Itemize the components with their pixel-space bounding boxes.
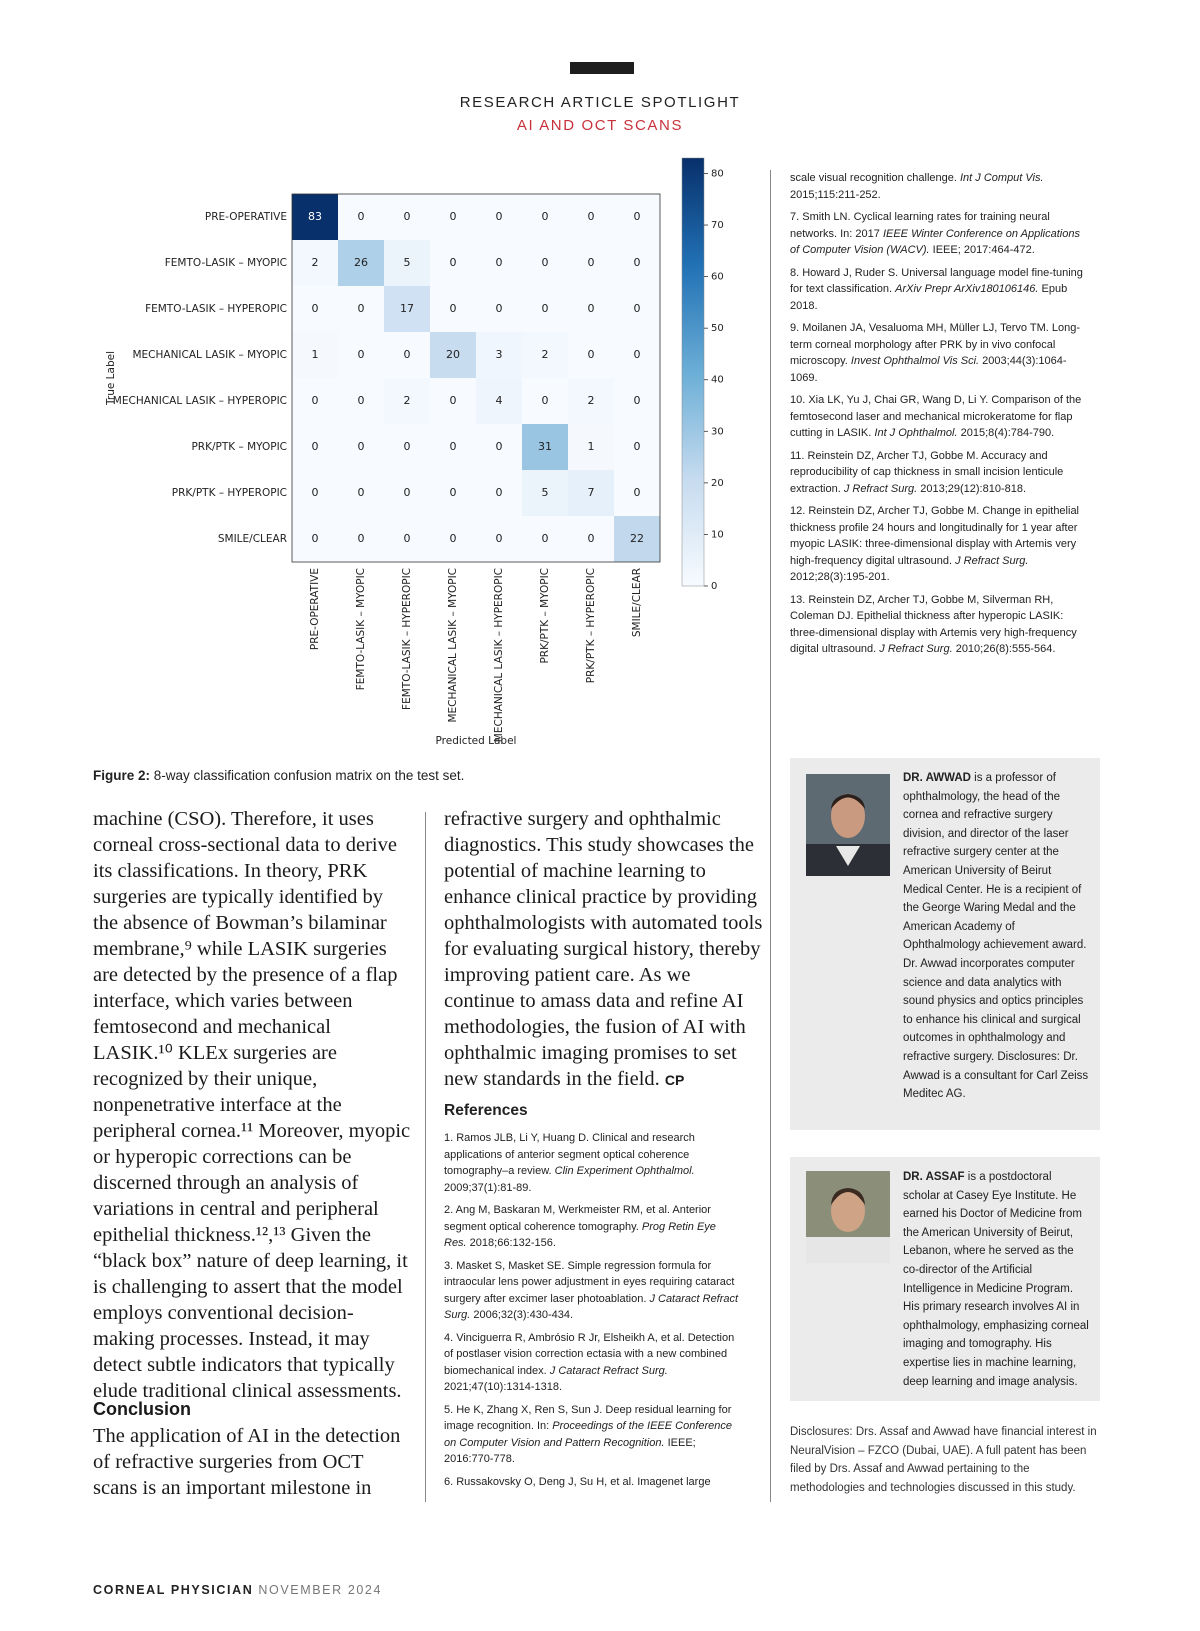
matrix-cell-value: 0 <box>541 532 549 545</box>
matrix-cell-value: 83 <box>308 210 322 223</box>
matrix-cell-value: 0 <box>403 532 411 545</box>
section-kicker: RESEARCH ARTICLE SPOTLIGHT <box>459 94 741 111</box>
colorbar-tick-label: 60 <box>711 271 724 283</box>
column-label: FEMTO-LASIK – MYOPIC <box>355 568 367 691</box>
column-label: MECHANICAL LASIK – MYOPIC <box>447 568 459 723</box>
matrix-cell-value: 0 <box>633 440 641 453</box>
conclusion-heading: Conclusion <box>93 1399 191 1419</box>
matrix-cell-value: 3 <box>495 348 503 361</box>
matrix-cell-value: 5 <box>403 256 411 269</box>
column-label: MECHANICAL LASIK – HYPEROPIC <box>493 568 505 743</box>
reference-item: 7. Smith LN. Cyclical learning rates for training neural networks. In: 2017 IEEE Winter Conference on Applications of Computer Vision (WACV). IEEE; 2017:464-472. <box>790 211 1080 256</box>
matrix-cell-value: 0 <box>403 210 411 223</box>
matrix-cell-value: 2 <box>403 394 411 407</box>
matrix-cell-value: 31 <box>538 440 552 453</box>
column-divider <box>770 170 771 1502</box>
references-heading: References <box>444 1102 528 1119</box>
y-axis-label: True Label <box>105 351 117 405</box>
column-label: PRE-OPERATIVE <box>309 568 321 651</box>
matrix-cell-value: 0 <box>541 256 549 269</box>
bio-name: DR. AWWAD <box>903 772 971 784</box>
matrix-cell-value: 1 <box>311 348 319 361</box>
issue-date: NOVEMBER 2024 <box>258 1583 383 1597</box>
page-footer <box>93 1583 382 1597</box>
colorbar <box>682 158 704 586</box>
body-paragraph: machine (CSO). Therefore, it uses corneal cross-sectional data to derive its classifications. In theory, PRK surgeries are typically identified by the absence of Bowman’s bilaminar membrane,⁹ while LASIK surgeries are detected by the presence of a flap interface, which varies between femtosecond and mechanical LASIK.¹⁰ KLEx surgeries are recognized by their unique, nonpenetrative interface at the peripheral cornea.¹¹ Moreover, myopic or hyperopic corrections can be discerned through an analysis of variations in central and peripheral epithelial thickness.¹²,¹³ Given the “black box” nature of deep learning, it is challenging to assert that the model employs conventional decision-making processes. Instead, it may detect subtle indicators that typically elude traditional clinical assessments. <box>93 808 411 1402</box>
matrix-cell-value: 0 <box>357 348 365 361</box>
column-divider <box>425 812 426 1502</box>
matrix-cell-value: 22 <box>630 532 644 545</box>
matrix-cell-value: 0 <box>357 394 365 407</box>
matrix-cell-value: 0 <box>633 256 641 269</box>
matrix-cell-value: 0 <box>633 348 641 361</box>
reference-item: 5. He K, Zhang X, Ren S, Sun J. Deep residual learning for image recognition. In: Proceedings of the IEEE Conference on Computer Vision and Pattern Recognition. IEEE; 2016:770-778. <box>444 1403 733 1465</box>
matrix-cell-value: 0 <box>633 210 641 223</box>
colorbar-tick-label: 0 <box>711 581 718 592</box>
matrix-cell-value: 0 <box>541 210 549 223</box>
row-label: PRK/PTK – MYOPIC <box>191 441 287 453</box>
colorbar-tick-label: 10 <box>711 529 724 541</box>
matrix-cell-value: 0 <box>587 256 595 269</box>
row-label: FEMTO-LASIK – HYPEROPIC <box>145 303 287 315</box>
colorbar-tick-label: 40 <box>711 374 724 386</box>
row-label: PRK/PTK – HYPEROPIC <box>171 487 287 499</box>
matrix-cell-value: 0 <box>449 394 457 407</box>
figure-caption <box>93 768 464 783</box>
author-photo-awwad <box>806 774 890 876</box>
figure-caption-label: Figure 2: <box>93 768 151 783</box>
reference-item: 11. Reinstein DZ, Archer TJ, Gobbe M. Accuracy and reproducibility of cap thickness in small incision lenticule extraction. J Refract Surg. 2013;29(12):810-818. <box>790 449 1064 495</box>
matrix-cell-value: 5 <box>541 486 549 499</box>
matrix-cell-value: 0 <box>449 210 457 223</box>
matrix-cell-value: 4 <box>495 394 503 407</box>
column-label: PRK/PTK – MYOPIC <box>539 568 551 664</box>
reference-item: 9. Moilanen JA, Vesaluoma MH, Müller LJ, Tervo TM. Long-term corneal morphology after PRK by in vivo confocal microscopy. Invest Ophthalmol Vis Sci. 2003;44(3):1064-1069. <box>790 322 1080 384</box>
reference-item: 1. Ramos JLB, Li Y, Huang D. Clinical and research applications of anterior segment optical coherence tomography–a review. Clin Experiment Ophthalmol. 2009;37(1):81-89. <box>444 1132 695 1194</box>
colorbar-tick-label: 50 <box>711 323 724 335</box>
matrix-cell-value: 0 <box>357 440 365 453</box>
matrix-cell-value: 0 <box>587 348 595 361</box>
author-photo-assaf <box>806 1171 890 1263</box>
author-bio-awwad <box>790 758 1100 1130</box>
matrix-cell-value: 0 <box>449 532 457 545</box>
matrix-cell-value: 7 <box>587 486 595 499</box>
colorbar-tick-label: 30 <box>711 426 724 438</box>
matrix-cell-value: 0 <box>311 394 319 407</box>
x-axis-label: Predicted Label <box>435 735 517 747</box>
matrix-cell-value: 0 <box>587 532 595 545</box>
column-label: SMILE/CLEAR <box>631 568 643 638</box>
matrix-cell-value: 0 <box>449 256 457 269</box>
matrix-cell-value: 0 <box>403 348 411 361</box>
colorbar-tick-label: 70 <box>711 220 724 232</box>
matrix-cell-value: 0 <box>541 302 549 315</box>
references-list <box>444 1130 740 1496</box>
confusion-matrix-chart <box>0 150 760 755</box>
matrix-cell-value: 2 <box>541 348 549 361</box>
matrix-cell-value: 0 <box>495 256 503 269</box>
matrix-cell-value: 0 <box>587 210 595 223</box>
matrix-cell-value: 2 <box>311 256 319 269</box>
matrix-cell-value: 20 <box>446 348 460 361</box>
bio-text: is a professor of ophthalmology, the head of the cornea and refractive surgery division, and director of the laser refractive surgery center at the American University of Beirut Medical Center. He is a recipient of the George Waring Medal and the American Academy of Ophthalmology achievement award. Dr. Awwad incorporates computer science and data analytics with sound physics and optics principles to enhance his clinical and surgical outcomes in ophthalmology and refractive surgery. Disclosures: Dr. Awwad is a consultant for Carl Zeiss Meditec AG. <box>903 772 1089 1101</box>
figure-caption-text: 8-way classification confusion matrix on the test set. <box>150 768 465 783</box>
matrix-cell-value: 0 <box>541 394 549 407</box>
matrix-cell-value: 0 <box>449 302 457 315</box>
bio-name: DR. ASSAF <box>903 1171 965 1183</box>
reference-item: 3. Masket S, Masket SE. Simple regression formula for intraocular lens power adjustment in eyes requiring cataract surgery after excimer laser photoablation. J Cataract Refract Surg. 2006;32(3):430-434. <box>444 1259 739 1321</box>
disclosures: Disclosures: Drs. Assaf and Awwad have financial interest in NeuralVision – FZCO (Dubai, UAE). A full patent has been filed by Drs. Assaf and Awwad pertaining to the methodologies and technologies discussed in this study. <box>790 1426 1097 1494</box>
matrix-cell-value: 17 <box>400 302 414 315</box>
body-paragraph: refractive surgery and ophthalmic diagnostics. This study showcases the potential of machine learning to enhance clinical practice by providing ophthalmologists with automated tools for evaluating surgical history, thereby improving patient care. As we continue to amass data and refine AI methodologies, the fusion of AI with ophthalmic imaging promises to set new standards in the field. <box>444 808 763 1090</box>
matrix-cell-value: 0 <box>357 302 365 315</box>
publication-name: CORNEAL PHYSICIAN <box>93 1583 254 1597</box>
row-label: PRE-OPERATIVE <box>204 211 287 223</box>
matrix-cell-value: 0 <box>495 302 503 315</box>
conclusion-text: The application of AI in the detection of refractive surgeries from OCT scans is an important milestone in <box>93 1425 401 1499</box>
matrix-cell-value: 26 <box>354 256 368 269</box>
matrix-cell-value: 0 <box>311 440 319 453</box>
matrix-cell-value: 0 <box>357 532 365 545</box>
matrix-cell-value: 0 <box>495 486 503 499</box>
matrix-cell-value: 0 <box>403 486 411 499</box>
matrix-cell-value: 0 <box>357 210 365 223</box>
header-bar <box>570 62 634 74</box>
column-label: PRK/PTK – HYPEROPIC <box>585 568 597 684</box>
reference-item: 6. Russakovsky O, Deng J, Su H, et al. Imagenet large <box>444 1475 711 1488</box>
matrix-cell-value: 0 <box>403 440 411 453</box>
matrix-cell-value: 0 <box>495 532 503 545</box>
matrix-cell-value: 0 <box>633 486 641 499</box>
row-label: MECHANICAL LASIK – MYOPIC <box>132 349 287 361</box>
bio-text: is a postdoctoral scholar at Casey Eye Institute. He earned his Doctor of Medicine from the American University of Beirut, Lebanon, where he served as the co-director of the Artificial Intelligence in Medicine Program. His primary research involves AI in ophthalmology, emphasizing corneal imaging and tomography. His expertise lies in machine learning, deep learning and image analysis. <box>903 1171 1089 1388</box>
matrix-cell-value: 0 <box>495 440 503 453</box>
matrix-cell-value: 0 <box>633 302 641 315</box>
matrix-cell-value: 1 <box>587 440 595 453</box>
matrix-cell-value: 0 <box>311 302 319 315</box>
row-label: SMILE/CLEAR <box>217 533 287 545</box>
body-text-column-2 <box>444 806 764 1093</box>
colorbar-tick-label: 80 <box>711 168 724 180</box>
matrix-cell-value: 0 <box>449 440 457 453</box>
matrix-cell-value: 0 <box>449 486 457 499</box>
row-label: FEMTO-LASIK – MYOPIC <box>164 257 287 269</box>
matrix-cell-value: 0 <box>357 486 365 499</box>
reference-item: scale visual recognition challenge. Int J Comput Vis. 2015;115:211-252. <box>790 172 1044 201</box>
author-bio-assaf <box>790 1157 1100 1401</box>
reference-item: 12. Reinstein DZ, Archer TJ, Gobbe M. Change in epithelial thickness profile 24 hours and longitudinally for 1 year after myopic LASIK: three-dimensional display with Artemis very high-frequency digital ultrasound. J Refract Surg. 2012;28(3):195-201. <box>790 505 1080 583</box>
colorbar-tick-label: 20 <box>711 477 724 489</box>
matrix-cell-value: 0 <box>311 532 319 545</box>
reference-item: 4. Vinciguerra R, Ambrósio R Jr, Elsheikh A, et al. Detection of postlaser vision correction ectasia with a new combined biomechanical index. J Cataract Refract Surg. 2021;47(10):1314-1318. <box>444 1331 735 1393</box>
column-label: FEMTO-LASIK – HYPEROPIC <box>401 568 413 710</box>
reference-item: 13. Reinstein DZ, Archer TJ, Gobbe M, Silverman RH, Coleman DJ. Epithelial thickness after hyperopic LASIK: three-dimensional display with Artemis very high-frequency digital ultrasound. J Refract Surg. 2010;26(8):555-564. <box>790 593 1077 655</box>
matrix-cell-value: 2 <box>587 394 595 407</box>
body-text-column-1 <box>93 806 411 1404</box>
reference-item: 8. Howard J, Ruder S. Universal language model fine-tuning for text classification. ArXiv Prepr ArXiv180106146. Epub 2018. <box>790 266 1083 312</box>
references-list-continued <box>790 170 1092 664</box>
matrix-cell-value: 0 <box>311 486 319 499</box>
reference-item: 10. Xia LK, Yu J, Chai GR, Wang D, Li Y. Comparison of the femtosecond laser and mechanical microkeratome for flap cutting in LASIK. Int J Ophthalmol. 2015;8(4):784-790. <box>790 394 1082 439</box>
matrix-cell-value: 0 <box>633 394 641 407</box>
matrix-cell-value: 0 <box>495 210 503 223</box>
matrix-cell-value: 0 <box>587 302 595 315</box>
row-label: MECHANICAL LASIK – HYPEROPIC <box>112 395 287 407</box>
reference-item: 2. Ang M, Baskaran M, Werkmeister RM, et al. Anterior segment optical coherence tomography. Prog Retin Eye Res. 2018;66:132-156. <box>444 1204 716 1249</box>
end-mark: CP <box>664 1072 685 1088</box>
section-subkicker: AI AND OCT SCANS <box>516 117 684 134</box>
